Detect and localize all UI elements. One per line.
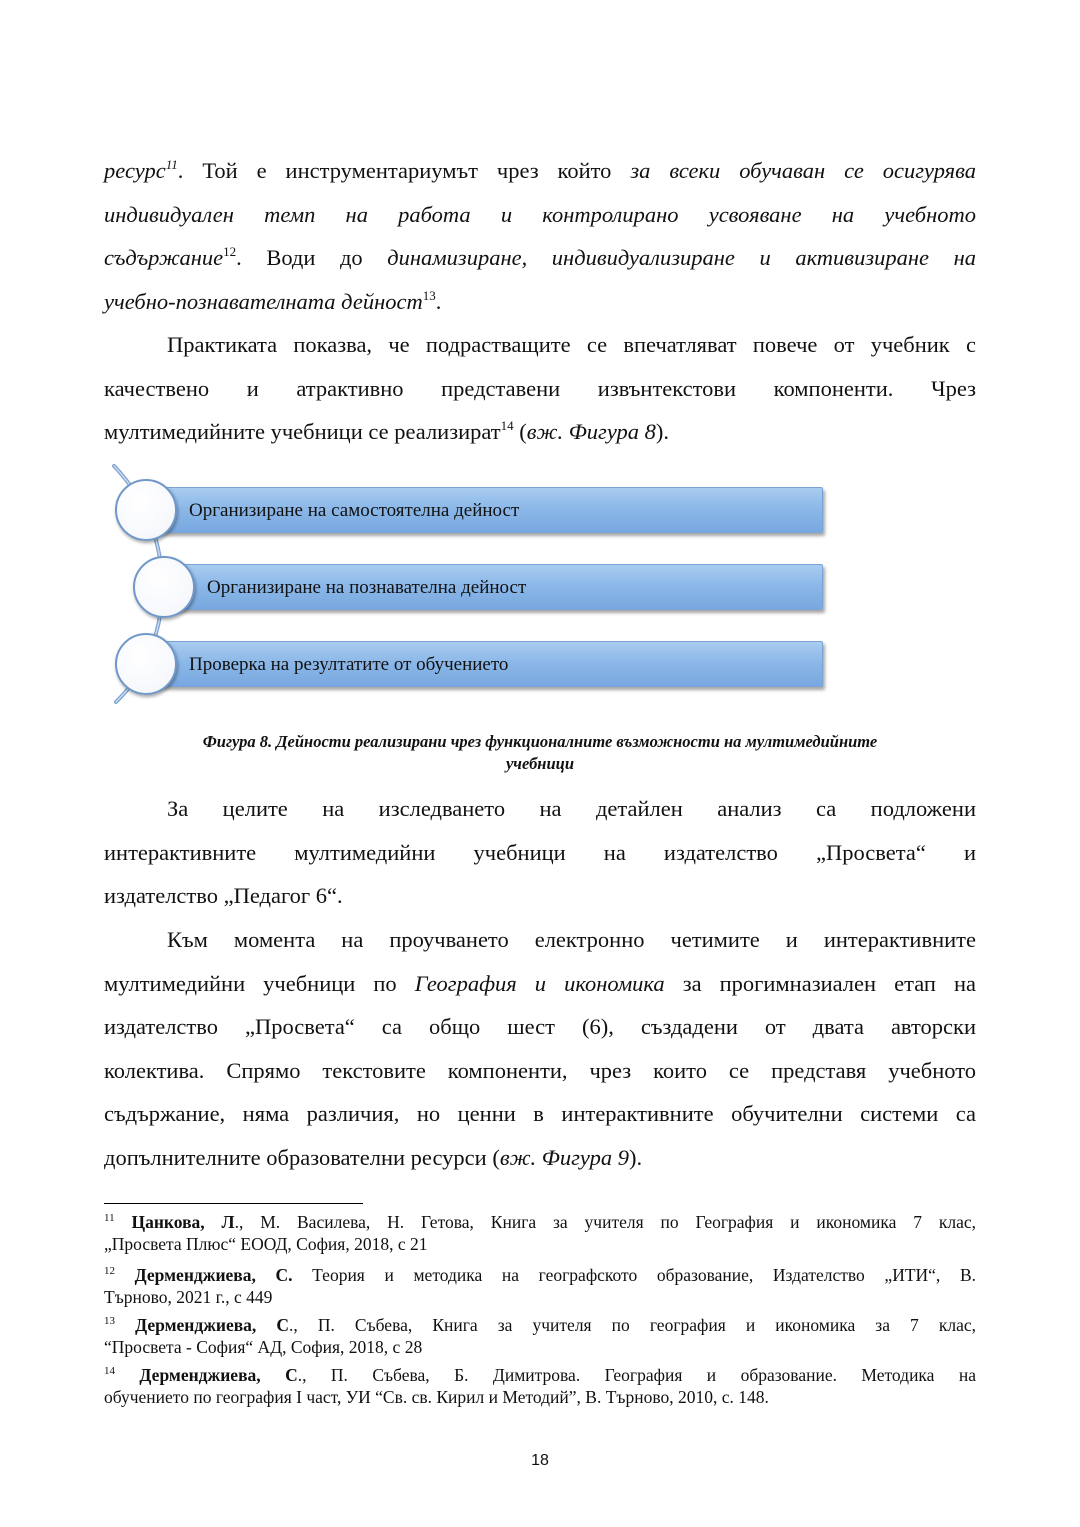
paragraph-2	[104, 323, 976, 454]
p4-line-1: Към момента на проучването електронно четимите и интерактивните	[167, 927, 976, 952]
figure-8-diagram	[108, 462, 830, 712]
figure-caption	[104, 731, 976, 775]
diagram-circle-3	[115, 633, 177, 695]
diagram-bar-2	[164, 564, 823, 610]
p2-line-3: мултимедийните учебници се реализират$^{14}$ (вж. Фигура 8).	[104, 418, 670, 444]
diagram-bar-1	[144, 487, 823, 533]
p4-line-2: мултимедийни учебници по География и икономика за прогимназиален етап на	[104, 970, 976, 996]
diagram-bar-1-label: Организиране на самостоятелна дейност	[189, 500, 520, 521]
p4-line-4: колектива. Спрямо текстовите компоненти, чрез които се представя учебното	[104, 1057, 976, 1083]
p1-line-2: индивидуален темп на работа и контролирано усвояване на учебното	[104, 201, 976, 227]
p4-line-6: допълнителните образователни ресурси (вж. Фигура 9).	[104, 1144, 643, 1170]
footnote-13: $^{13}$ Дерменджиева, С., П. Събева, Книга за учителя по география и икономика за 7 клас, “Просвета - София“ АД, София, 2018, с 28	[104, 1315, 976, 1357]
p4-line-3: издателство „Просвета“ са общо шест (6), създадени от двата авторски	[104, 1014, 976, 1039]
p2-line-2: качествено и атрактивно представени извънтекстови компоненти. Чрез	[104, 375, 976, 401]
diagram-bar-3-label: Проверка на резултатите от обучението	[189, 654, 509, 675]
footnote-12: $^{12}$ Дерменджиева, С. Теория и методика на географското образование, Издателство „ИТИ“, В. Търново, 2021 г., с 449	[104, 1265, 976, 1307]
footnote-ref-11[interactable]: 11	[165, 157, 178, 172]
p2-line-1: Практиката показва, че подрастващите се впечатляват повече от учебник с	[167, 332, 976, 357]
p1-line-4: учебно-познавателната дейност$^{13}$.	[104, 287, 442, 314]
p3-line-3: издателство „Педагог 6“.	[104, 883, 343, 908]
paragraph-1	[104, 149, 976, 323]
p3-line-1: За целите на изследването на детайлен анализ са подложени	[167, 796, 976, 821]
footnote-ref-14[interactable]: 14	[500, 418, 514, 433]
diagram-circle-1	[115, 479, 177, 541]
page-number: 18	[531, 1452, 549, 1469]
figure-caption-line-2: учебници	[505, 754, 574, 773]
footnote-11: $^{11}$ Цанкова, Л., М. Василева, Н. Гетова, Книга за учителя по География и икономика 7 клас, „Просвета Плюс“ ЕООД, София, 2018, с 21	[104, 1212, 977, 1254]
figure-caption-line-1: Фигура 8. Дейности реализирани чрез функционалните възможности на мултимедийните	[202, 732, 878, 751]
p3-line-2: интерактивните мултимедийни учебници на издателство „Просвета“ и	[104, 839, 976, 865]
footnote-14: $^{14}$ Дерменджиева, С., П. Събева, Б. Димитрова. География и образование. Методика на обучението по география I част, УИ “Св. св. Кирил и Методий”, В. Търново, 2010, с. 148.	[104, 1365, 976, 1407]
p4-line-5: съдържание, няма различия, но ценни в интерактивните обучителни системи са	[104, 1101, 976, 1126]
paragraph-3	[104, 787, 976, 918]
paragraph-4	[104, 918, 976, 1179]
diagram-bar-2-label: Организиране на познавателна дейност	[207, 577, 527, 598]
footnote-ref-13[interactable]: 13	[422, 287, 436, 303]
p1-line-3: съдържание$^{12}$. Води до динамизиране, индивидуализиране и активизиране на	[104, 244, 976, 270]
diagram-bar-3	[144, 641, 823, 687]
footnote-ref-12[interactable]: 12	[223, 244, 237, 259]
diagram-circle-2	[133, 556, 195, 618]
p1-line-1: ресурс$^{11}$. Той е инструментариумът чрез който за всеки обучаван се осигурява	[104, 157, 976, 183]
footnote-separator	[104, 1203, 363, 1204]
